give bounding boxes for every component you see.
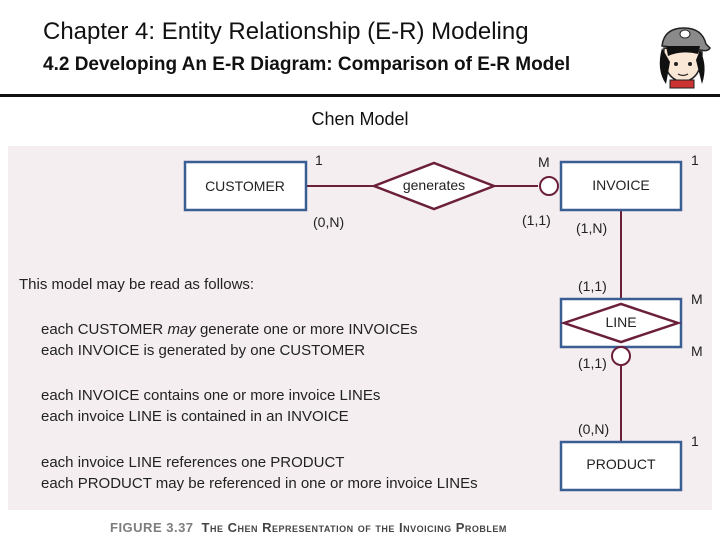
cardinality-customer-one: 1 (315, 152, 323, 168)
figure-caption (110, 520, 507, 535)
cardinality-product-range: (0,N) (578, 421, 610, 437)
section-label: Chen Model (311, 109, 409, 129)
cardinality-product-one: 1 (691, 433, 699, 449)
line-label: LINE (605, 314, 637, 330)
cardinality-invoice-one: 1 (691, 152, 699, 168)
page-subtitle: 4.2 Developing An E-R Diagram: Comparison of E-R Model (43, 54, 571, 75)
customer-label: CUSTOMER (205, 178, 285, 194)
reading-intro: This model may be read as follows: (19, 276, 255, 293)
generates-label: generates (402, 177, 466, 193)
line-optional-circle (612, 347, 630, 365)
reading-sentence-2: each INVOICE is generated by one CUSTOMER (41, 342, 366, 359)
reading-sentence-4: each invoice LINE is contained in an INVOICE (41, 408, 349, 425)
page-title: Chapter 4: Entity Relationship (E-R) Modeling (43, 18, 529, 45)
cardinality-line-m-top: M (691, 291, 703, 307)
reading-sentence-5: each invoice LINE references one PRODUCT (41, 454, 345, 471)
figure-number: FIGURE 3.37 (110, 520, 194, 535)
reading-sentence-3: each INVOICE contains one or more invoice LINEs (41, 387, 381, 404)
cardinality-invoice-range-left: (1,1) (522, 212, 551, 228)
cardinality-line-m-bottom: M (691, 343, 703, 359)
reading-sentence-6: each PRODUCT may be referenced in one or more invoice LINEs (41, 475, 478, 492)
mascot-avatar-icon (652, 22, 712, 90)
cardinality-line-bottom-range: (1,1) (578, 355, 607, 371)
cardinality-customer-range: (0,N) (313, 214, 345, 230)
cardinality-line-top-range: (1,1) (578, 278, 607, 294)
chen-er-diagram (8, 146, 712, 510)
figure-title: The Chen Representation of the Invoicing Problem (201, 520, 507, 535)
cardinality-invoice-range-right: (1,N) (576, 220, 608, 236)
invoice-label: INVOICE (592, 177, 650, 193)
product-label: PRODUCT (586, 456, 656, 472)
header-divider (0, 94, 720, 97)
invoice-optional-circle (540, 177, 558, 195)
cardinality-invoice-many: M (538, 154, 550, 170)
reading-sentence-1: each CUSTOMER may generate one or more INVOICEs (41, 321, 418, 338)
